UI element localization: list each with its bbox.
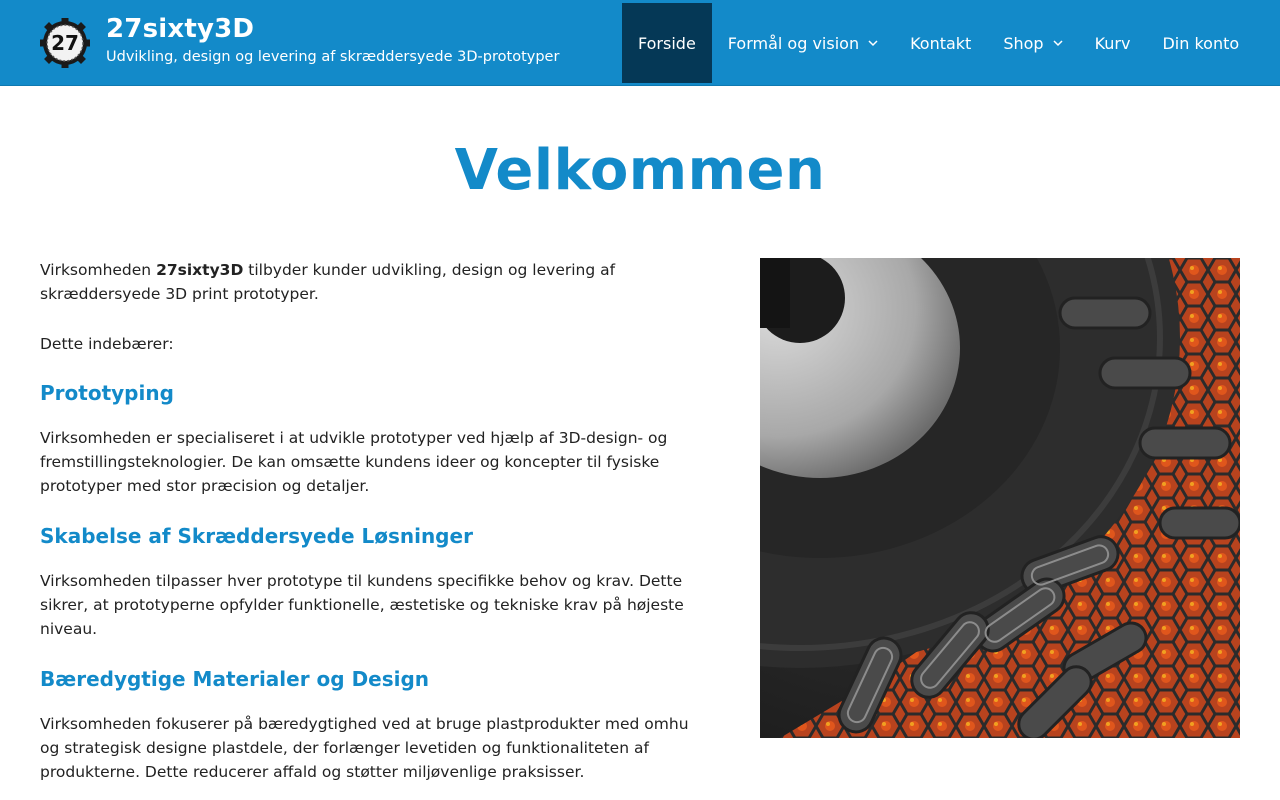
site-header <box>0 0 1280 86</box>
hero-image <box>760 258 1240 738</box>
nav-label: Kontakt <box>910 33 972 53</box>
section-heading-custom-solutions: Skabelse af Skræddersyede Løsninger <box>40 524 473 548</box>
intro-suffix: tilbyder kunder udvikling, design og levering af skræddersyede 3D print prototyper. <box>40 261 616 303</box>
nav-item-shop[interactable] <box>987 3 1078 83</box>
main-nav <box>622 3 1255 83</box>
nav-label: Kurv <box>1094 33 1131 53</box>
section-body-sustainable: Virksomheden fokuserer på bæredygtighed ved at bruge plastprodukter med omhu og strategisk designe plastdele, der forlænger levetiden og funktionaliteten af produkterne. Dette reducerer affald og støtter miljøvenlige praksisser. <box>40 715 689 781</box>
nav-label: Din konto <box>1162 33 1240 53</box>
chevron-down-icon[interactable] <box>868 38 878 48</box>
site-title[interactable]: 27sixty3D <box>106 14 255 44</box>
section-body-custom-solutions: Virksomheden tilpasser hver prototype til kundens specifikke behov og krav. Dette sikrer, at prototyperne opfylder funktionelle, æstetiske og tekniske krav på højeste niveau. <box>40 572 684 638</box>
intro-brand: 27sixty3D <box>156 261 244 279</box>
nav-item-forside[interactable] <box>622 3 712 83</box>
3d-print-photo <box>760 258 1240 738</box>
site-tagline: Udvikling, design og levering af skræddersyede 3D-prototyper <box>106 49 560 65</box>
nav-item-formaal-og-vision[interactable] <box>712 3 894 83</box>
nav-item-kontakt[interactable] <box>894 3 987 83</box>
nav-item-kurv[interactable] <box>1079 3 1147 83</box>
section-heading-sustainable: Bæredygtige Materialer og Design <box>40 667 430 691</box>
intro-prefix: Virksomheden <box>40 261 157 279</box>
nav-label: Forside <box>638 33 696 53</box>
page-title: Velkommen <box>454 138 826 203</box>
gear-logo-icon <box>40 18 90 68</box>
section-body-prototyping: Virksomheden er specialiseret i at udvikle prototyper ved hjælp af 3D-design- og fremstillingsteknologier. De kan omsætte kundens ideer og koncepter til fysiske prototyper med stor præcision og detaljer. <box>40 429 668 495</box>
nav-item-din-konto[interactable] <box>1146 3 1255 83</box>
site-logo[interactable] <box>40 18 90 68</box>
logo-text: 27 <box>51 31 79 55</box>
nav-label: Shop <box>1003 33 1044 53</box>
includes-text: Dette indebærer: <box>40 335 174 353</box>
section-heading-prototyping: Prototyping <box>40 381 174 405</box>
nav-label: Formål og vision <box>727 33 860 53</box>
chevron-down-icon[interactable] <box>1053 38 1063 48</box>
intro-paragraph <box>40 258 700 306</box>
